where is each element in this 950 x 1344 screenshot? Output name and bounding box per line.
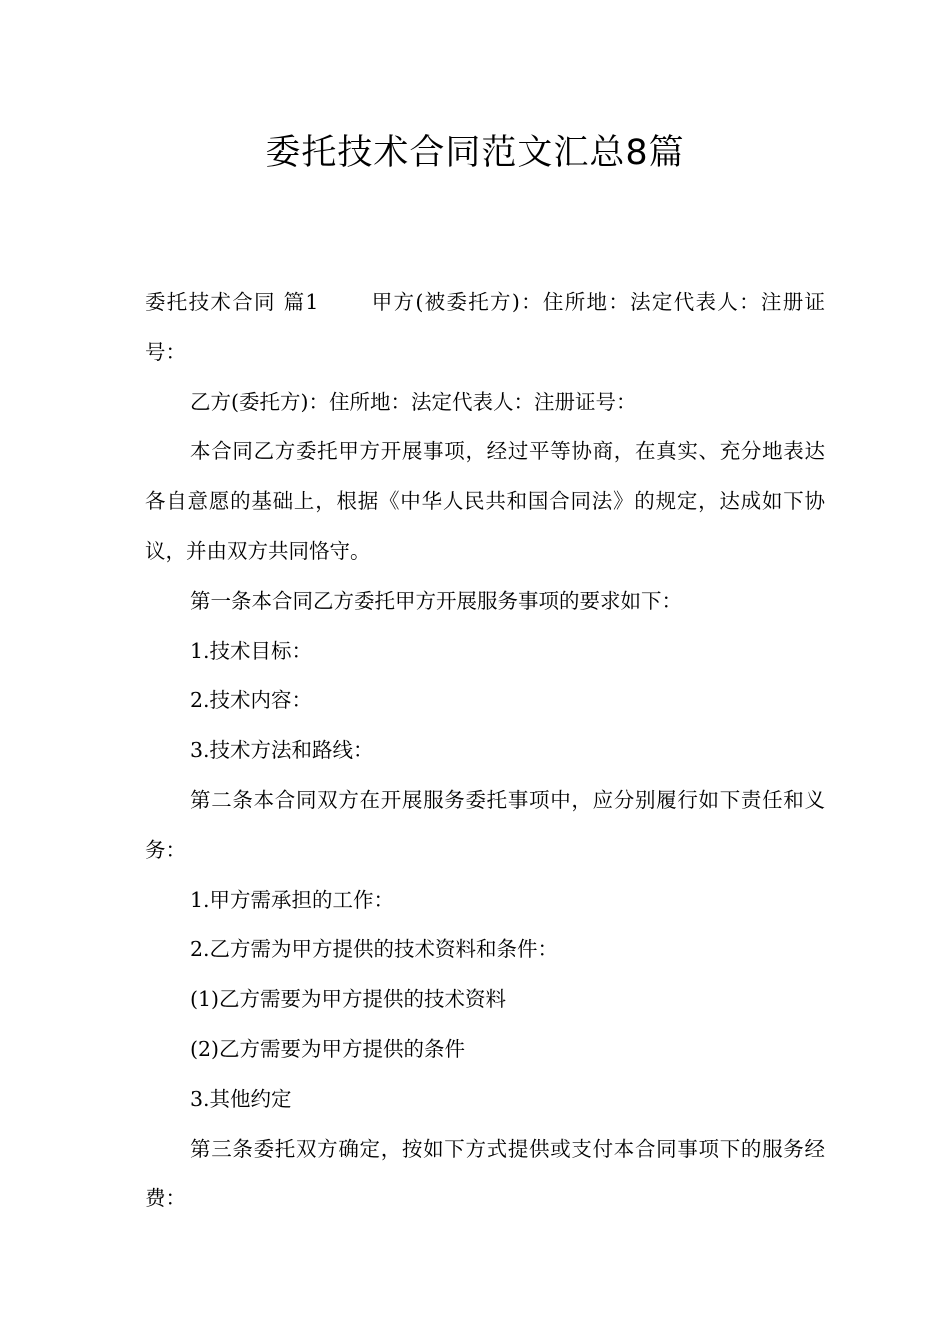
article-1: 第一条本合同乙方委托甲方开展服务事项的要求如下：: [190, 588, 682, 613]
article-3: 第三条委托双方确定，按如下方式提供或支付本合同事项下的服务经费：: [145, 1136, 825, 1211]
article-1-item-1: 1.技术目标：: [190, 638, 313, 663]
section-heading: 委托技术合同 篇1: [145, 290, 319, 314]
paragraph-party-a: [145, 278, 825, 378]
document-title: 委托技术合同范文汇总8篇: [265, 133, 685, 173]
article-2-item-1: 1.甲方需承担的工作：: [190, 887, 395, 912]
article-1-item-2: 2.技术内容：: [190, 688, 313, 713]
article-2-item-2: 2.乙方需为甲方提供的技术资料和条件：: [190, 937, 559, 962]
article-2-subitem-1: (1)乙方需要为甲方提供的技术资料: [190, 987, 507, 1012]
article-2-item-3: 3.其他约定: [190, 1086, 292, 1111]
article-1-item-3: 3.技术方法和路线：: [190, 738, 374, 763]
paragraph-party-b: 乙方(委托方)：住所地：法定代表人：注册证号：: [190, 389, 637, 414]
document-body: [145, 278, 825, 1224]
party-a-text: 甲方(被委托方)：住所地：法定代表人：注册证号：: [145, 290, 826, 364]
paragraph-preamble: 本合同乙方委托甲方开展事项，经过平等协商，在真实、充分地表达各自意愿的基础上，根据《中华人民共和国合同法》的规定，达成如下协议，并由双方共同恪守。: [145, 439, 825, 563]
article-2: 第二条本合同双方在开展服务委托事项中，应分别履行如下责任和义务：: [145, 787, 825, 862]
article-2-subitem-2: (2)乙方需要为甲方提供的条件: [190, 1036, 466, 1061]
